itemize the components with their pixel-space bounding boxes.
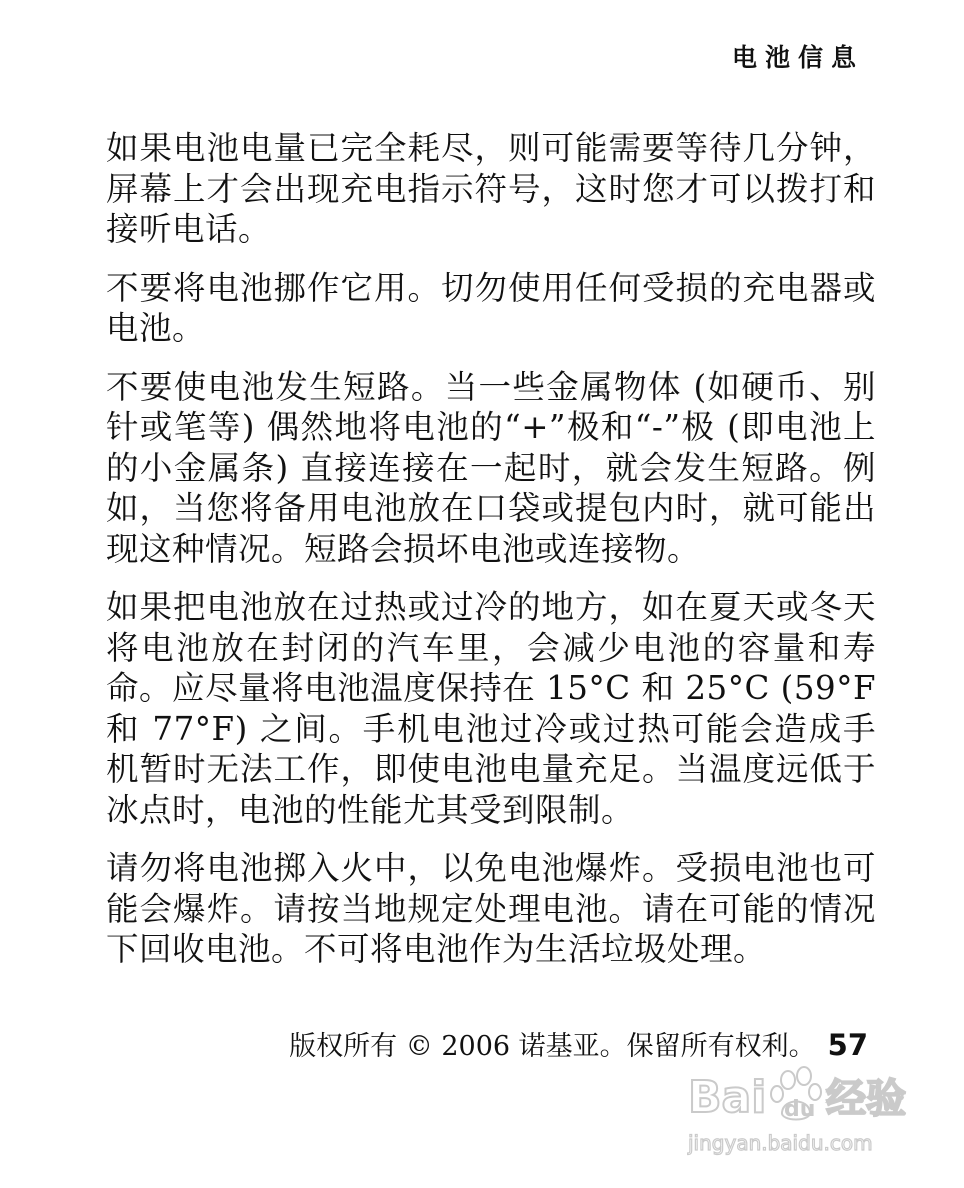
- svg-text:Bai: Bai: [688, 1072, 767, 1123]
- baidu-jingyan-watermark: [684, 1050, 924, 1160]
- body-text: [106, 128, 876, 988]
- paragraph-misuse-warning: 不要将电池挪作它用。切勿使用任何受损的充电器或电池。: [106, 268, 876, 347]
- page-number: 57: [827, 1028, 868, 1062]
- paragraph-temperature: 如果把电池放在过热或过冷的地方，如在夏天或冬天将电池放在封闭的汽车里，会减少电池的容量和寿命。应尽量将电池温度保持在 15°C 和 25°C (59°F 和 77°F) 之间。手机电池过冷或过热可能会造成手机暂时无法工作，即使电池电量充足。当温度远低于冰点时，电池的性能尤其受到限制。: [106, 588, 876, 829]
- svg-text:jingyan.baidu.com: jingyan.baidu.com: [688, 1131, 873, 1155]
- section-title: 电池信息: [731, 43, 864, 72]
- copyright-notice: 版权所有 © 2006 诺基亚。保留所有权利。: [289, 1031, 816, 1062]
- paragraph-battery-drained: 如果电池电量已完全耗尽，则可能需要等待几分钟，屏幕上才会出现充电指示符号，这时您才可以拨打和接听电话。: [106, 129, 876, 248]
- svg-text:du: du: [784, 1097, 816, 1122]
- paragraph-disposal: 请勿将电池掷入火中，以免电池爆炸。受损电池也可能会爆炸。请按当地规定处理电池。请在可能的情况下回收电池。不可将电池作为生活垃圾处理。: [106, 849, 876, 968]
- paragraph-short-circuit: 不要使电池发生短路。当一些金属物体 (如硬币、别针或笔等) 偶然地将电池的“+”极和“-”极 (即电池上的小金属条) 直接连接在一起时，就会发生短路。例如，当您将备用电池放在口袋或提包内时，就可能出现这种情况。短路会损坏电池或连接物。: [106, 367, 876, 568]
- svg-text:经验: 经验: [826, 1076, 906, 1122]
